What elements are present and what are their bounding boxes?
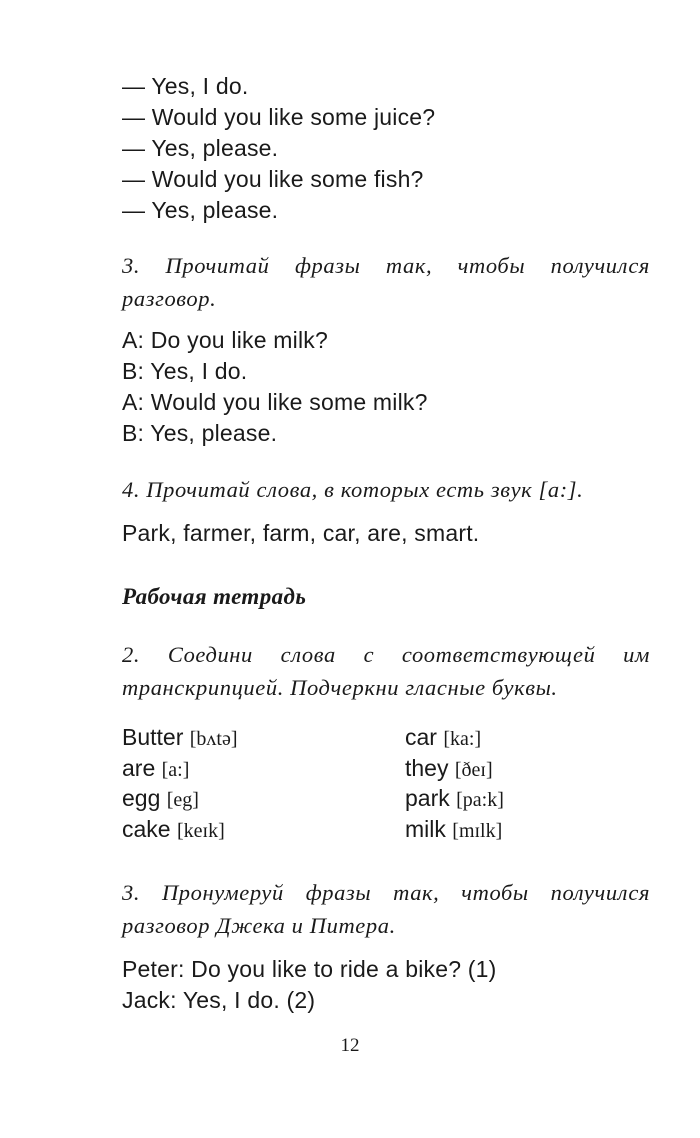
section-heading: Рабочая тетрадь	[122, 584, 307, 609]
word: car	[405, 724, 437, 750]
dialogue-line: Jack: Yes, I do. (2)	[122, 987, 316, 1013]
dialogue-line: — Yes, please.	[122, 135, 279, 161]
left-pair	[122, 722, 238, 755]
right-pair	[405, 753, 493, 786]
word: cake	[122, 815, 171, 842]
word: egg	[122, 785, 161, 811]
dialogue-3	[122, 954, 652, 1016]
transcription: [ðeɪ]	[454, 758, 493, 781]
dialogue-2	[122, 325, 652, 449]
table-row	[122, 783, 642, 814]
word: park	[405, 785, 450, 811]
word: they	[405, 754, 449, 781]
task-4-instruction: 4. Прочитай слова, в которых есть звук [a:].	[122, 477, 584, 502]
dialogue-line: A: Do you like milk?	[122, 327, 328, 353]
transcription: [eg]	[166, 789, 199, 811]
transcription: [keɪk]	[176, 819, 225, 842]
table-row	[122, 753, 642, 784]
dialogue-line: — Yes, I do.	[122, 73, 249, 99]
right-pair	[405, 783, 504, 816]
dialogue-line: A: Would you like some milk?	[122, 389, 428, 415]
table-row	[122, 814, 642, 845]
workbook-task-2-instruction: 2. Соедини слова с соответствующей им транскрипцией. Подчеркни гласные буквы.	[122, 642, 650, 700]
dialogue-line: Peter: Do you like to ride a bike? (1)	[122, 956, 497, 982]
dialogue-line: B: Yes, I do.	[122, 358, 248, 384]
left-pair	[122, 753, 189, 786]
dialogue-1	[122, 71, 652, 226]
word: milk	[405, 815, 446, 842]
transcription: [bʌtə]	[189, 728, 238, 750]
dialogue-line: — Yes, please.	[122, 197, 279, 223]
table-row	[122, 722, 642, 753]
transcription: [a:]	[161, 758, 190, 781]
transcription: [pa:k]	[456, 789, 504, 811]
workbook-task-3-instruction: 3. Пронумеруй фразы так, чтобы получился разговор Джека и Питера.	[122, 880, 650, 938]
right-pair	[405, 722, 481, 755]
transcription: [mɪlk]	[452, 819, 503, 842]
word: Butter	[122, 724, 184, 750]
word-transcription-table	[122, 722, 642, 844]
transcription: [ka:]	[443, 728, 482, 750]
word: are	[122, 754, 156, 781]
dialogue-line: B: Yes, please.	[122, 420, 278, 446]
left-pair	[122, 783, 199, 816]
right-pair	[405, 814, 502, 847]
left-pair	[122, 814, 225, 847]
task-4-words: Park, farmer, farm, car, are, smart.	[122, 520, 480, 546]
dialogue-line: — Would you like some juice?	[122, 104, 436, 130]
page-number: 12	[340, 1035, 360, 1056]
dialogue-line: — Would you like some fish?	[122, 166, 424, 192]
task-3-instruction: 3. Прочитай фразы так, чтобы получился разговор.	[122, 253, 650, 311]
